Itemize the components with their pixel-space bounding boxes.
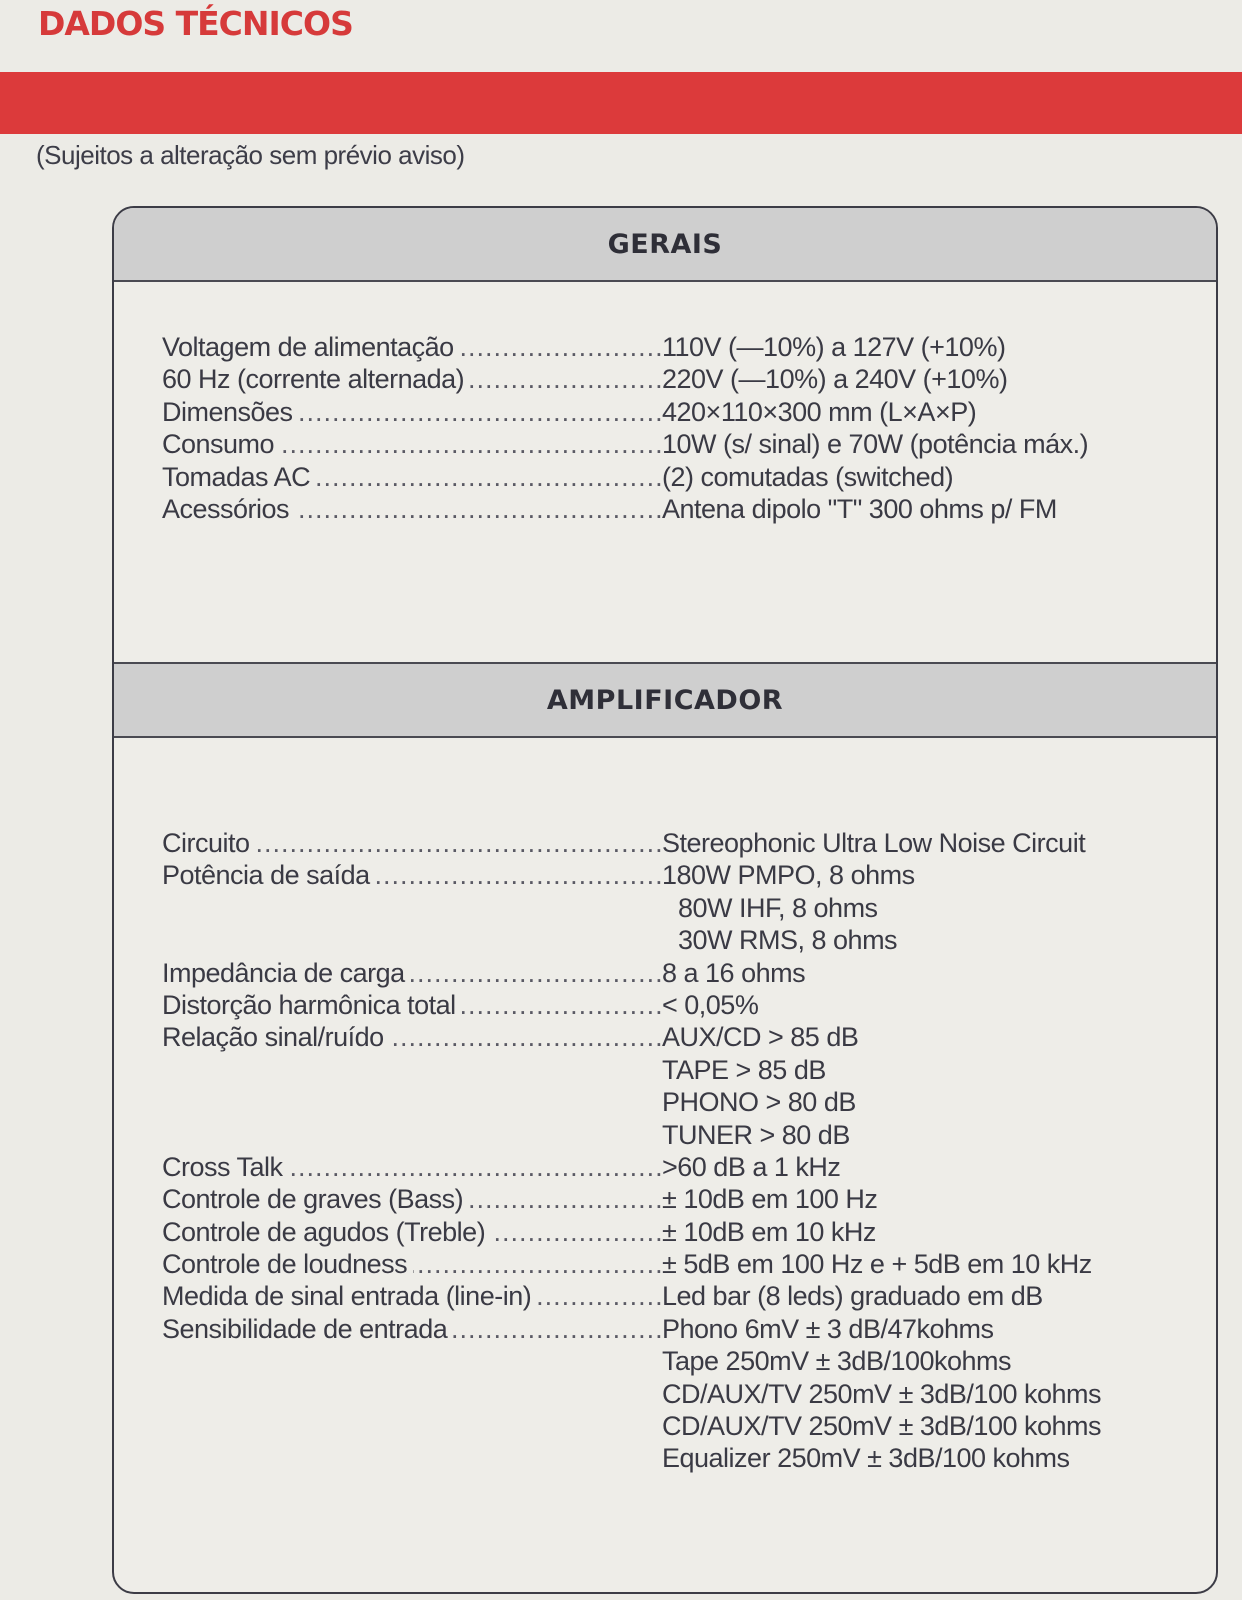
spec-label (162, 860, 662, 891)
amplificador-spec-row (162, 1120, 1172, 1152)
spec-value: TUNER > 80 dB (662, 1119, 850, 1150)
amplificador-spec-row (162, 1152, 1172, 1184)
spec-label-text: Distorção harmônica total (162, 990, 462, 1020)
amplificador-spec-row (162, 1249, 1172, 1281)
spec-value: 180W PMPO, 8 ohms (662, 860, 915, 891)
spec-label (162, 828, 662, 859)
spec-label-text: Controle de loudness (162, 1249, 413, 1279)
spec-value: < 0,05% (662, 989, 759, 1020)
spec-label-text: Potência de saída (162, 860, 376, 890)
spec-label (162, 1152, 662, 1183)
spec-label-text: Cross Talk (162, 1152, 289, 1182)
spec-label-text: Relação sinal/ruído (162, 1022, 390, 1052)
spec-label-text: Circuito (162, 828, 256, 858)
spec-label-text: Acessórios (162, 494, 295, 524)
spec-label (162, 397, 662, 428)
spec-value: (2) comutadas (switched) (662, 461, 954, 492)
spec-label-text: Voltagem de alimentação (162, 332, 460, 362)
spec-value: 30W RMS, 8 ohms (678, 925, 898, 956)
gerais-spec-row (162, 429, 1172, 461)
amplificador-spec-row (162, 828, 1172, 860)
spec-value: Stereophonic Ultra Low Noise Circuit (662, 828, 1086, 858)
spec-label (162, 332, 662, 363)
gerais-spec-row (162, 332, 1172, 364)
spec-label-text: Consumo (162, 429, 280, 459)
spec-value: AUX/CD > 85 dB (662, 1022, 859, 1053)
spec-label (162, 364, 662, 395)
amplificador-spec-row (162, 1217, 1172, 1249)
spec-label (162, 1184, 662, 1215)
spec-value: CD/AUX/TV 250mV ± 3dB/100 kohms (662, 1378, 1102, 1409)
spec-label (162, 1217, 662, 1248)
spec-label-text: Medida de sinal entrada (line-in) (162, 1281, 537, 1311)
amplificador-spec-row (162, 1022, 1172, 1054)
spec-value: Tape 250mV ± 3dB/100kohms (662, 1346, 1012, 1377)
spec-value: 80W IHF, 8 ohms (678, 892, 878, 923)
amplificador-spec-row (162, 1411, 1172, 1443)
spec-value: ± 10dB em 10 kHz (662, 1216, 876, 1247)
amplificador-spec-row (162, 990, 1172, 1022)
spec-label-text: Sensibilidade de entrada (162, 1314, 453, 1344)
spec-value: Antena dipolo "T" 300 ohms p/ FM (662, 493, 1057, 524)
spec-label (162, 462, 662, 493)
spec-label (162, 1022, 662, 1053)
amplificador-spec-row (162, 1184, 1172, 1216)
amplificador-spec-row (162, 860, 1172, 892)
spec-label (162, 1281, 662, 1312)
spec-label (162, 494, 662, 525)
gerais-spec-list (162, 332, 1172, 526)
spec-label-text: 60 Hz (corrente alternada) (162, 364, 470, 394)
amplificador-spec-row (162, 1281, 1172, 1313)
spec-value: PHONO > 80 dB (662, 1087, 856, 1118)
spec-label (162, 958, 662, 989)
spec-value: >60 dB a 1 kHz (662, 1151, 841, 1182)
spec-label-text: Tomadas AC (162, 462, 316, 492)
spec-label-text: Controle de agudos (Treble) (162, 1217, 491, 1247)
amplificador-spec-row (162, 1346, 1172, 1378)
amplificador-spec-row (162, 1314, 1172, 1346)
spec-value: 8 a 16 ohms (662, 957, 806, 988)
amplificador-spec-row (162, 958, 1172, 990)
amplificador-spec-row (162, 1087, 1172, 1119)
amplificador-spec-row (162, 1443, 1172, 1475)
spec-value: Equalizer 250mV ± 3dB/100 kohms (662, 1443, 1070, 1474)
spec-label-text: Dimensões (162, 397, 299, 427)
spec-value: 420×110×300 mm (L×A×P) (662, 396, 977, 427)
spec-label-text: Controle de graves (Bass) (162, 1184, 469, 1214)
spec-value: 110V (—10%) a 127V (+10%) (662, 332, 1006, 362)
gerais-spec-row (162, 462, 1172, 494)
amplificador-spec-row (162, 1379, 1172, 1411)
gerais-spec-row (162, 397, 1172, 429)
gerais-spec-row (162, 494, 1172, 526)
disclaimer-note: (Sujeitos a alteração sem prévio aviso) (36, 140, 465, 170)
spec-label (162, 1314, 662, 1345)
spec-value: ± 5dB em 100 Hz e + 5dB em 10 kHz (662, 1249, 1092, 1280)
amplificador-spec-row (162, 925, 1172, 957)
page-title: DADOS TÉCNICOS (38, 4, 353, 43)
spec-label-text: Impedância de carga (162, 958, 411, 988)
section-heading-amplificador: AMPLIFICADOR (114, 662, 1216, 738)
spec-label (162, 1249, 662, 1280)
spec-value: TAPE > 85 dB (662, 1054, 826, 1085)
section-heading-gerais: GERAIS (114, 208, 1216, 282)
spec-value: 220V (—10%) a 240V (+10%) (662, 364, 1008, 395)
spec-value: Led bar (8 leds) graduado em dB (662, 1281, 1043, 1312)
spec-label (162, 429, 662, 460)
amplificador-spec-list (162, 828, 1172, 1476)
spec-value: 10W (s/ sinal) e 70W (potência máx.) (662, 429, 1089, 460)
amplificador-spec-row (162, 1055, 1172, 1087)
spec-value: ± 10dB em 100 Hz (662, 1184, 878, 1215)
spec-panel (112, 206, 1218, 1594)
red-banner (0, 72, 1242, 134)
gerais-spec-row (162, 364, 1172, 396)
spec-value: CD/AUX/TV 250mV ± 3dB/100 kohms (662, 1411, 1102, 1442)
amplificador-spec-row (162, 893, 1172, 925)
spec-label (162, 990, 662, 1021)
spec-value: Phono 6mV ± 3 dB/47kohms (662, 1313, 994, 1344)
